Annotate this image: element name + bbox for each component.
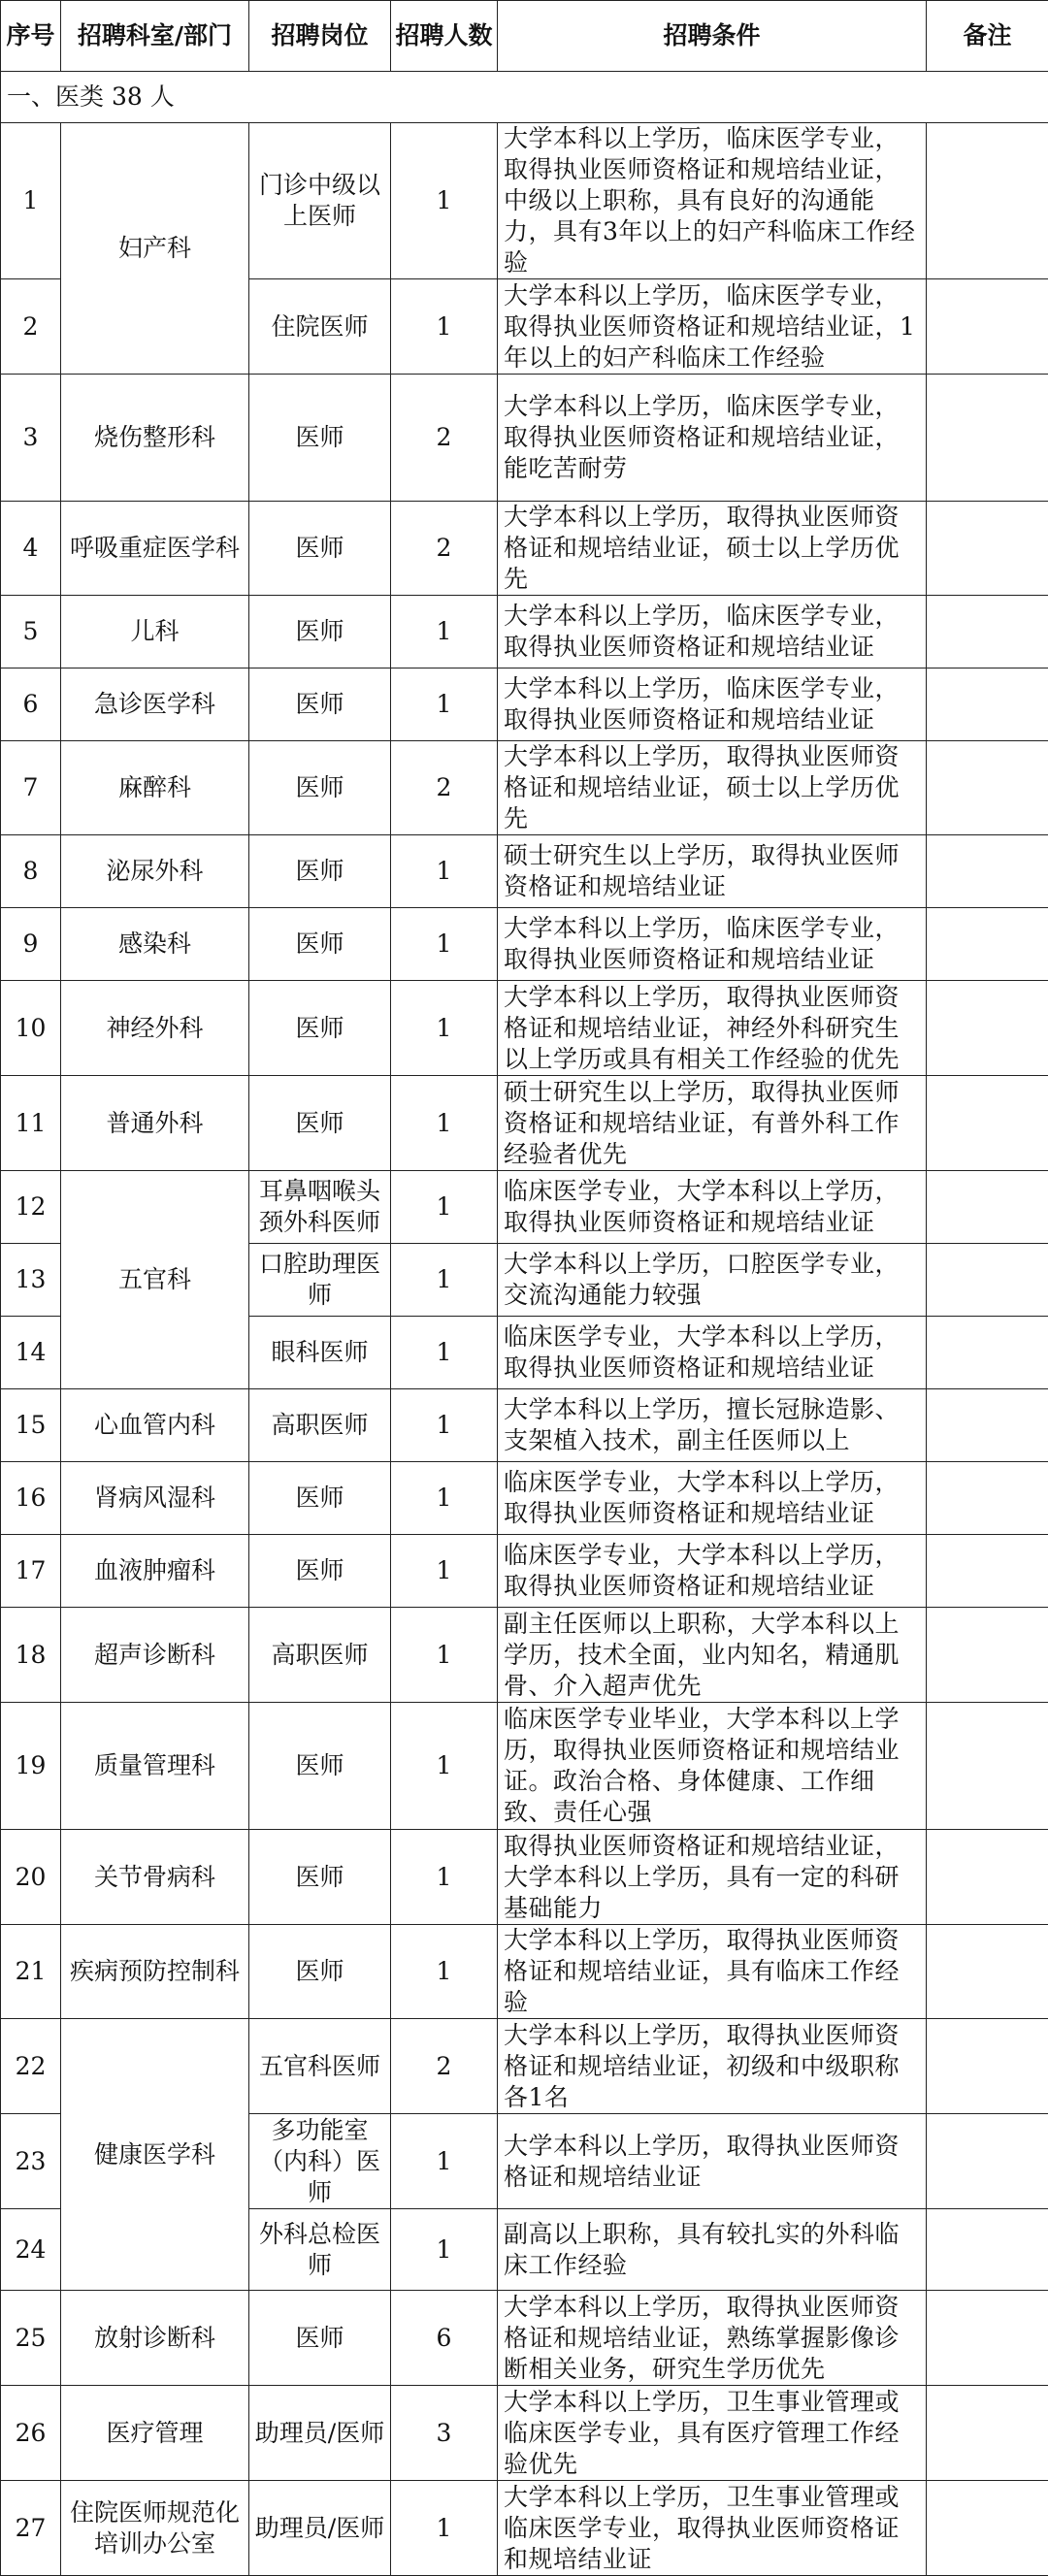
cell-no: 7 <box>1 741 61 835</box>
cell-requirements: 大学本科以上学历，取得执业医师资格证和规培结业证，具有临床工作经验 <box>498 1925 927 2019</box>
table-row <box>1 2386 1048 2481</box>
cell-notes <box>927 1535 1048 1608</box>
cell-no: 16 <box>1 1462 61 1535</box>
cell-count: 3 <box>391 2386 498 2481</box>
cell-notes <box>927 1171 1048 1244</box>
cell-requirements: 大学本科以上学历，口腔医学专业，交流沟通能力较强 <box>498 1244 927 1317</box>
table-row <box>1 1462 1048 1535</box>
cell-notes <box>927 1608 1048 1703</box>
cell-dept: 关节骨病科 <box>61 1830 249 1925</box>
cell-requirements: 大学本科以上学历，临床医学专业，取得执业医师资格证和规培结业证 <box>498 908 927 981</box>
cell-dept: 呼吸重症医学科 <box>61 502 249 596</box>
table-row <box>1 123 1048 279</box>
cell-no: 9 <box>1 908 61 981</box>
table-row <box>1 596 1048 668</box>
cell-requirements: 副主任医师以上职称，大学本科以上学历，技术全面，业内知名，精通肌骨、介入超声优先 <box>498 1608 927 1703</box>
cell-notes <box>927 1925 1048 2019</box>
cell-dept: 烧伤整形科 <box>61 375 249 502</box>
cell-requirements: 硕士研究生以上学历，取得执业医师资格证和规培结业证 <box>498 835 927 908</box>
cell-no: 14 <box>1 1317 61 1389</box>
cell-position: 医师 <box>249 502 391 596</box>
cell-position: 五官科医师 <box>249 2019 391 2114</box>
cell-no: 11 <box>1 1076 61 1171</box>
cell-position: 医师 <box>249 908 391 981</box>
table-row <box>1 1925 1048 2019</box>
cell-count: 1 <box>391 2481 498 2576</box>
cell-no: 20 <box>1 1830 61 1925</box>
header-requirements: 招聘条件 <box>498 1 927 72</box>
cell-count: 1 <box>391 981 498 1076</box>
cell-no: 17 <box>1 1535 61 1608</box>
cell-no: 18 <box>1 1608 61 1703</box>
cell-no: 6 <box>1 668 61 741</box>
table-row <box>1 668 1048 741</box>
section-row <box>1 72 1048 123</box>
cell-requirements: 临床医学专业，大学本科以上学历，取得执业医师资格证和规培结业证 <box>498 1171 927 1244</box>
cell-requirements: 大学本科以上学历，取得执业医师资格证和规培结业证 <box>498 2114 927 2209</box>
header-count: 招聘人数 <box>391 1 498 72</box>
cell-count: 2 <box>391 375 498 502</box>
cell-count: 1 <box>391 1703 498 1830</box>
cell-dept: 质量管理科 <box>61 1703 249 1830</box>
cell-notes <box>927 279 1048 375</box>
cell-count: 2 <box>391 502 498 596</box>
cell-count: 1 <box>391 596 498 668</box>
cell-count: 1 <box>391 1462 498 1535</box>
cell-position: 医师 <box>249 835 391 908</box>
cell-requirements: 大学本科以上学历，擅长冠脉造影、支架植入技术，副主任医师以上 <box>498 1389 927 1462</box>
cell-no: 3 <box>1 375 61 502</box>
cell-no: 8 <box>1 835 61 908</box>
cell-no: 15 <box>1 1389 61 1462</box>
cell-count: 1 <box>391 1535 498 1608</box>
cell-no: 13 <box>1 1244 61 1317</box>
cell-notes <box>927 741 1048 835</box>
cell-requirements: 大学本科以上学历，卫生事业管理或临床医学专业，具有医疗管理工作经验优先 <box>498 2386 927 2481</box>
cell-requirements: 大学本科以上学历，临床医学专业，取得执业医师资格证和规培结业证，能吃苦耐劳 <box>498 375 927 502</box>
cell-count: 1 <box>391 123 498 279</box>
cell-position: 口腔助理医师 <box>249 1244 391 1317</box>
cell-count: 1 <box>391 1925 498 2019</box>
cell-notes <box>927 1317 1048 1389</box>
cell-requirements: 临床医学专业，大学本科以上学历，取得执业医师资格证和规培结业证 <box>498 1317 927 1389</box>
cell-position: 医师 <box>249 668 391 741</box>
cell-dept: 麻醉科 <box>61 741 249 835</box>
cell-count: 1 <box>391 1389 498 1462</box>
cell-position: 医师 <box>249 1535 391 1608</box>
cell-no: 12 <box>1 1171 61 1244</box>
cell-position: 助理员/医师 <box>249 2386 391 2481</box>
cell-notes <box>927 2291 1048 2386</box>
cell-notes <box>927 123 1048 279</box>
cell-position: 多功能室（内科）医师 <box>249 2114 391 2209</box>
cell-notes <box>927 908 1048 981</box>
cell-requirements: 取得执业医师资格证和规培结业证，大学本科以上学历，具有一定的科研基础能力 <box>498 1830 927 1925</box>
cell-no: 5 <box>1 596 61 668</box>
cell-requirements: 大学本科以上学历，取得执业医师资格证和规培结业证，硕士以上学历优先 <box>498 502 927 596</box>
cell-count: 1 <box>391 1171 498 1244</box>
cell-position: 门诊中级以上医师 <box>249 123 391 279</box>
table-row <box>1 835 1048 908</box>
cell-notes <box>927 1076 1048 1171</box>
cell-position: 医师 <box>249 981 391 1076</box>
table-row <box>1 1389 1048 1462</box>
cell-position: 住院医师 <box>249 279 391 375</box>
cell-requirements: 大学本科以上学历，取得执业医师资格证和规培结业证，熟练掌握影像诊断相关业务，研究生学历优先 <box>498 2291 927 2386</box>
cell-count: 1 <box>391 1317 498 1389</box>
cell-count: 2 <box>391 741 498 835</box>
cell-notes <box>927 1244 1048 1317</box>
cell-notes <box>927 1703 1048 1830</box>
cell-position: 医师 <box>249 1830 391 1925</box>
cell-count: 6 <box>391 2291 498 2386</box>
table-row <box>1 1703 1048 1830</box>
cell-notes <box>927 2114 1048 2209</box>
cell-position: 外科总检医师 <box>249 2209 391 2291</box>
cell-requirements: 大学本科以上学历，临床医学专业，取得执业医师资格证和规培结业证，1年以上的妇产科临床工作经验 <box>498 279 927 375</box>
cell-count: 1 <box>391 2209 498 2291</box>
cell-notes <box>927 2019 1048 2114</box>
cell-no: 1 <box>1 123 61 279</box>
cell-count: 1 <box>391 279 498 375</box>
cell-requirements: 临床医学专业毕业，大学本科以上学历，取得执业医师资格证和规培结业证。政治合格、身体健康、工作细致、责任心强 <box>498 1703 927 1830</box>
cell-requirements: 临床医学专业，大学本科以上学历，取得执业医师资格证和规培结业证 <box>498 1535 927 1608</box>
cell-notes <box>927 668 1048 741</box>
cell-position: 耳鼻咽喉头颈外科医师 <box>249 1171 391 1244</box>
header-row <box>1 1 1048 72</box>
cell-no: 25 <box>1 2291 61 2386</box>
cell-notes <box>927 2481 1048 2576</box>
cell-requirements: 副高以上职称，具有较扎实的外科临床工作经验 <box>498 2209 927 2291</box>
cell-requirements: 大学本科以上学历，卫生事业管理或临床医学专业，取得执业医师资格证和规培结业证 <box>498 2481 927 2576</box>
cell-dept: 健康医学科 <box>61 2019 249 2291</box>
cell-position: 医师 <box>249 2291 391 2386</box>
cell-count: 2 <box>391 2019 498 2114</box>
cell-count: 1 <box>391 1608 498 1703</box>
cell-notes <box>927 596 1048 668</box>
header-no: 序号 <box>1 1 61 72</box>
cell-dept: 感染科 <box>61 908 249 981</box>
cell-dept: 急诊医学科 <box>61 668 249 741</box>
cell-requirements: 大学本科以上学历，取得执业医师资格证和规培结业证，神经外科研究生以上学历或具有相关工作经验的优先 <box>498 981 927 1076</box>
cell-notes <box>927 375 1048 502</box>
table-row <box>1 908 1048 981</box>
cell-dept: 放射诊断科 <box>61 2291 249 2386</box>
table-row <box>1 375 1048 502</box>
table-row <box>1 1171 1048 1244</box>
cell-requirements: 硕士研究生以上学历，取得执业医师资格证和规培结业证，有普外科工作经验者优先 <box>498 1076 927 1171</box>
cell-dept: 五官科 <box>61 1171 249 1389</box>
cell-notes <box>927 981 1048 1076</box>
cell-dept: 神经外科 <box>61 981 249 1076</box>
cell-no: 21 <box>1 1925 61 2019</box>
cell-count: 1 <box>391 1830 498 1925</box>
header-notes: 备注 <box>927 1 1048 72</box>
header-dept: 招聘科室/部门 <box>61 1 249 72</box>
cell-no: 26 <box>1 2386 61 2481</box>
cell-no: 24 <box>1 2209 61 2291</box>
table-row <box>1 1076 1048 1171</box>
cell-no: 22 <box>1 2019 61 2114</box>
cell-dept: 肾病风湿科 <box>61 1462 249 1535</box>
cell-position: 眼科医师 <box>249 1317 391 1389</box>
cell-count: 1 <box>391 668 498 741</box>
cell-position: 医师 <box>249 596 391 668</box>
cell-count: 1 <box>391 908 498 981</box>
cell-position: 医师 <box>249 741 391 835</box>
cell-notes <box>927 1462 1048 1535</box>
cell-requirements: 大学本科以上学历，取得执业医师资格证和规培结业证，初级和中级职称各1名 <box>498 2019 927 2114</box>
cell-no: 4 <box>1 502 61 596</box>
cell-no: 10 <box>1 981 61 1076</box>
cell-requirements: 临床医学专业，大学本科以上学历，取得执业医师资格证和规培结业证 <box>498 1462 927 1535</box>
cell-position: 高职医师 <box>249 1608 391 1703</box>
cell-dept: 心血管内科 <box>61 1389 249 1462</box>
cell-position: 医师 <box>249 1925 391 2019</box>
cell-requirements: 大学本科以上学历，临床医学专业，取得执业医师资格证和规培结业证 <box>498 596 927 668</box>
cell-position: 高职医师 <box>249 1389 391 1462</box>
cell-notes <box>927 1389 1048 1462</box>
cell-dept: 血液肿瘤科 <box>61 1535 249 1608</box>
table-row <box>1 1608 1048 1703</box>
cell-position: 助理员/医师 <box>249 2481 391 2576</box>
cell-count: 1 <box>391 2114 498 2209</box>
table-row <box>1 1830 1048 1925</box>
cell-notes <box>927 2386 1048 2481</box>
cell-position: 医师 <box>249 375 391 502</box>
header-position: 招聘岗位 <box>249 1 391 72</box>
cell-position: 医师 <box>249 1703 391 1830</box>
cell-dept: 住院医师规范化培训办公室 <box>61 2481 249 2576</box>
cell-requirements: 大学本科以上学历，临床医学专业，取得执业医师资格证和规培结业证，中级以上职称，具有良好的沟通能力，具有3年以上的妇产科临床工作经验 <box>498 123 927 279</box>
cell-no: 27 <box>1 2481 61 2576</box>
cell-notes <box>927 1830 1048 1925</box>
table-row <box>1 2019 1048 2114</box>
cell-dept: 妇产科 <box>61 123 249 375</box>
cell-count: 1 <box>391 1076 498 1171</box>
table-row <box>1 502 1048 596</box>
section-title: 一、医类 38 人 <box>1 72 1048 123</box>
cell-dept: 超声诊断科 <box>61 1608 249 1703</box>
table-row <box>1 1535 1048 1608</box>
cell-requirements: 大学本科以上学历，临床医学专业，取得执业医师资格证和规培结业证 <box>498 668 927 741</box>
cell-dept: 泌尿外科 <box>61 835 249 908</box>
table-row <box>1 2291 1048 2386</box>
table-row <box>1 741 1048 835</box>
cell-notes <box>927 835 1048 908</box>
cell-dept: 儿科 <box>61 596 249 668</box>
cell-notes <box>927 502 1048 596</box>
cell-dept: 普通外科 <box>61 1076 249 1171</box>
cell-dept: 医疗管理 <box>61 2386 249 2481</box>
cell-position: 医师 <box>249 1462 391 1535</box>
table-row <box>1 981 1048 1076</box>
cell-count: 1 <box>391 1244 498 1317</box>
cell-requirements: 大学本科以上学历，取得执业医师资格证和规培结业证，硕士以上学历优先 <box>498 741 927 835</box>
cell-count: 1 <box>391 835 498 908</box>
cell-no: 23 <box>1 2114 61 2209</box>
cell-position: 医师 <box>249 1076 391 1171</box>
cell-no: 2 <box>1 279 61 375</box>
cell-notes <box>927 2209 1048 2291</box>
cell-dept: 疾病预防控制科 <box>61 1925 249 2019</box>
cell-no: 19 <box>1 1703 61 1830</box>
table-row <box>1 2481 1048 2576</box>
